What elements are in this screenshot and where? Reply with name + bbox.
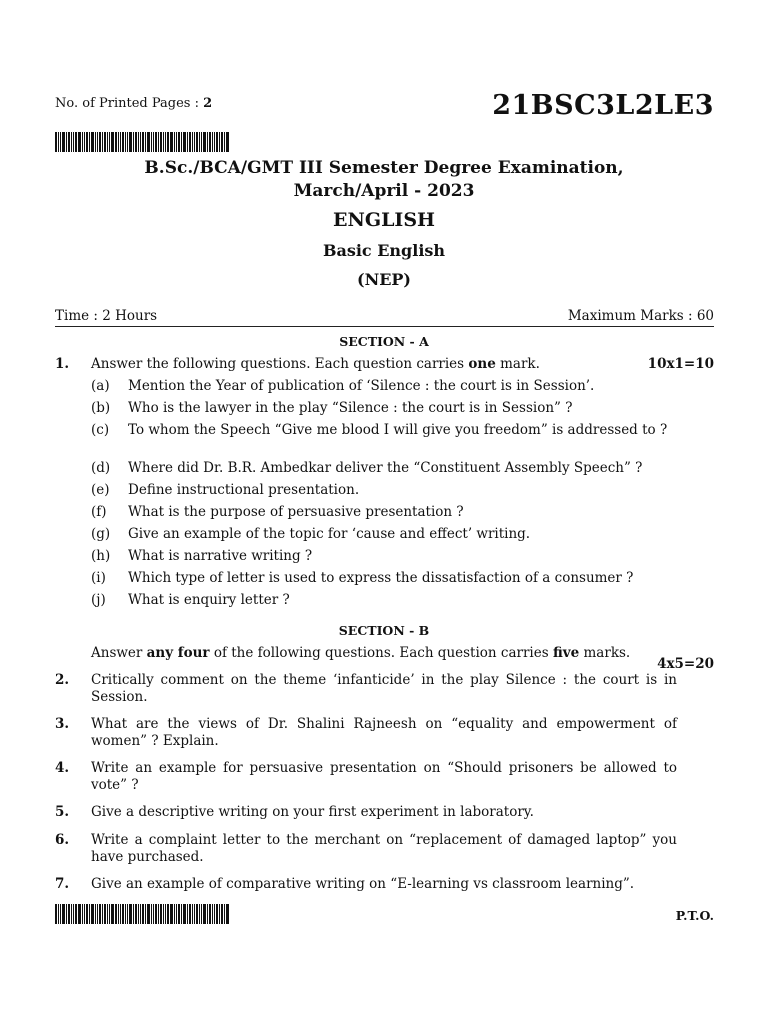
barcode-bar xyxy=(176,904,177,924)
barcode-bar xyxy=(196,904,198,924)
barcode-bar xyxy=(178,132,180,152)
barcode-bar xyxy=(104,904,106,924)
barcode-bar xyxy=(226,132,229,152)
section-b-heading: SECTION - B xyxy=(338,623,430,638)
question-text: Give an example of comparative writing on “E-learning vs classroom learning”. xyxy=(91,876,635,892)
section-b-instruction: Answer any four of the following questions. Each question carries five marks. xyxy=(91,645,631,661)
barcode-bar xyxy=(115,132,117,152)
barcode-bar xyxy=(125,132,126,152)
sub-question-text: What is enquiry letter ? xyxy=(128,592,290,608)
barcode-bar xyxy=(89,132,90,152)
barcode-bar xyxy=(95,132,96,152)
question-text: Critically comment on the theme ‘infanticide’ in the play Silence : the court is in Session. xyxy=(91,672,677,705)
question-text: Write an example for persuasive presentation on “Should prisoners be allowed to vote” ? xyxy=(91,760,677,793)
printed-pages-value: 2 xyxy=(203,96,213,111)
barcode-bar xyxy=(174,904,175,924)
paper-code: 21BSC3L2LE3 xyxy=(492,90,714,121)
sub-question-text: Where did Dr. B.R. Ambedkar deliver the “Constituent Assembly Speech” ? xyxy=(128,460,643,476)
barcode-bar xyxy=(142,904,144,924)
barcode-bar xyxy=(122,904,124,924)
barcode-bar xyxy=(75,904,77,924)
barcode-bar xyxy=(212,132,213,152)
barcode-bar xyxy=(127,132,128,152)
sub-question-letter: (j) xyxy=(91,592,106,608)
barcode-top xyxy=(55,132,233,152)
barcode-bar xyxy=(71,132,72,152)
barcode-bar xyxy=(224,904,225,924)
barcode-bar xyxy=(107,904,108,924)
barcode-bar xyxy=(91,132,94,152)
subject-title: ENGLISH xyxy=(333,209,435,231)
barcode-bar xyxy=(183,904,186,924)
time-allowed: Time : 2 Hours xyxy=(55,308,158,324)
barcode-bar xyxy=(97,132,98,152)
barcode-bar xyxy=(160,132,162,152)
barcode-bar xyxy=(178,904,180,924)
barcode-bar xyxy=(84,132,85,152)
barcode-bar xyxy=(66,904,67,924)
barcode-bar xyxy=(135,904,137,924)
barcode-bar xyxy=(212,904,213,924)
barcode-bar xyxy=(60,904,61,924)
barcode-bar xyxy=(209,132,211,152)
exam-title-line2: March/April - 2023 xyxy=(293,181,475,201)
barcode-bar xyxy=(192,132,193,152)
barcode-bar xyxy=(73,132,74,152)
section-a-marks: 10x1=10 xyxy=(647,356,714,372)
barcode-bar xyxy=(68,132,70,152)
sub-question-text: To whom the Speech “Give me blood I will give you freedom” is addressed to ? xyxy=(128,422,668,438)
barcode-bar xyxy=(155,904,157,924)
barcode-bar xyxy=(216,132,218,152)
barcode-bar xyxy=(203,132,206,152)
barcode-bar xyxy=(138,132,139,152)
barcode-bar xyxy=(158,132,159,152)
barcode-bar xyxy=(104,132,106,152)
maximum-marks: Maximum Marks : 60 xyxy=(567,308,714,324)
barcode-bar xyxy=(219,904,220,924)
barcode-bar xyxy=(97,904,98,924)
barcode-bar xyxy=(95,904,96,924)
barcode-bar xyxy=(160,904,162,924)
barcode-bar xyxy=(99,132,101,152)
barcode-bar xyxy=(133,132,134,152)
barcode-bar xyxy=(102,904,103,924)
sub-question-letter: (e) xyxy=(91,482,110,498)
barcode-bar xyxy=(221,904,223,924)
barcode-bar xyxy=(140,132,141,152)
barcode-bar xyxy=(62,132,65,152)
barcode-bar xyxy=(176,132,177,152)
paper-title: Basic English xyxy=(322,241,446,260)
barcode-bar xyxy=(55,904,57,924)
barcode-bar xyxy=(111,904,114,924)
exam-title xyxy=(0,157,768,203)
barcode-bar xyxy=(151,132,152,152)
barcode-bar xyxy=(78,904,81,924)
printed-pages xyxy=(55,96,212,111)
barcode-bar xyxy=(203,904,206,924)
section-b-marks: 4x5=20 xyxy=(657,656,714,672)
sub-question-text: Mention the Year of publication of ‘Silence : the court is in Session’. xyxy=(128,378,595,394)
barcode-bar xyxy=(89,904,90,924)
barcode-bar xyxy=(120,132,121,152)
barcode-bar xyxy=(71,904,72,924)
barcode-bar xyxy=(165,904,166,924)
barcode-bar xyxy=(196,132,198,152)
question-text: Write a complaint letter to the merchant on “replacement of damaged laptop” you have purchased. xyxy=(91,832,677,865)
sub-question-letter: (f) xyxy=(91,504,107,520)
question-number: 7. xyxy=(55,876,70,892)
barcode-bar xyxy=(214,132,215,152)
barcode-bar xyxy=(214,904,215,924)
question-number: 2. xyxy=(55,672,70,688)
barcode-bar xyxy=(147,904,150,924)
barcode-bar xyxy=(86,904,88,924)
barcode-bar xyxy=(187,904,188,924)
barcode-bar xyxy=(129,132,132,152)
question-text: What are the views of Dr. Shalini Rajneesh on “equality and empowerment of women” ? Explain. xyxy=(91,716,677,749)
barcode-bar xyxy=(75,132,77,152)
barcode-bar xyxy=(207,132,208,152)
barcode-bar xyxy=(133,904,134,924)
barcode-bar xyxy=(122,132,124,152)
barcode-bar xyxy=(163,132,164,152)
barcode-bar xyxy=(62,904,65,924)
barcode-bar xyxy=(127,904,128,924)
barcode-bar xyxy=(109,904,110,924)
sub-question-text: Who is the lawyer in the play “Silence : the court is in Session” ? xyxy=(128,400,573,416)
sub-question-text: Give an example of the topic for ‘cause and effect’ writing. xyxy=(128,526,531,542)
barcode-bar xyxy=(201,904,202,924)
question-text: Give a descriptive writing on your first experiment in laboratory. xyxy=(91,804,534,820)
barcode-bar xyxy=(201,132,202,152)
barcode-bar xyxy=(115,904,117,924)
barcode-bar xyxy=(66,132,67,152)
barcode-bar xyxy=(194,904,195,924)
barcode-bar xyxy=(107,132,108,152)
barcode-bar xyxy=(181,904,182,924)
barcode-bar xyxy=(73,904,74,924)
barcode-bar xyxy=(78,132,81,152)
barcode-bar xyxy=(99,904,101,924)
barcode-bar xyxy=(155,132,157,152)
barcode-bar xyxy=(170,132,173,152)
barcode-bar xyxy=(58,904,59,924)
barcode-bar xyxy=(221,132,223,152)
sub-question-text: What is narrative writing ? xyxy=(128,548,313,564)
question-number: 3. xyxy=(55,716,70,732)
barcode-bar xyxy=(145,132,146,152)
barcode-bar xyxy=(219,132,220,152)
header-divider xyxy=(55,326,714,327)
barcode-bar xyxy=(138,904,139,924)
barcode-bar xyxy=(142,132,144,152)
barcode-bar xyxy=(189,132,191,152)
barcode-bar xyxy=(167,132,169,152)
barcode-bar xyxy=(82,132,83,152)
barcode-bar xyxy=(118,132,119,152)
pto-label: P.T.O. xyxy=(675,908,714,923)
barcode-bar xyxy=(118,904,119,924)
barcode-bar xyxy=(153,904,154,924)
barcode-bar xyxy=(109,132,110,152)
barcode-bar xyxy=(216,904,218,924)
barcode-bar xyxy=(147,132,150,152)
barcode-bar xyxy=(226,904,229,924)
sub-question-letter: (d) xyxy=(91,460,111,476)
printed-pages-label: No. of Printed Pages : xyxy=(55,96,204,111)
barcode-bar xyxy=(167,904,169,924)
barcode-bar xyxy=(82,904,83,924)
sub-question-letter: (c) xyxy=(91,422,110,438)
scheme-title: (NEP) xyxy=(357,270,411,289)
barcode-bar xyxy=(165,132,166,152)
barcode-bar xyxy=(187,132,188,152)
barcode-bar xyxy=(199,904,200,924)
barcode-bar xyxy=(192,904,193,924)
barcode-bar xyxy=(102,132,103,152)
barcode-bar xyxy=(181,132,182,152)
sub-question-letter: (a) xyxy=(91,378,110,394)
barcode-bar xyxy=(183,132,186,152)
barcode-bar xyxy=(209,904,211,924)
sub-question-letter: (h) xyxy=(91,548,111,564)
question-number: 6. xyxy=(55,832,70,848)
barcode-bar xyxy=(170,904,173,924)
barcode-bar xyxy=(174,132,175,152)
sub-question-text: What is the purpose of persuasive presentation ? xyxy=(128,504,464,520)
barcode-bar xyxy=(224,132,225,152)
barcode-bar xyxy=(199,132,200,152)
barcode-bar xyxy=(55,132,57,152)
barcode-bar xyxy=(125,904,126,924)
barcode-bar xyxy=(111,132,114,152)
barcode-bar xyxy=(91,904,94,924)
exam-title-line1: B.Sc./BCA/GMT III Semester Degree Examination, xyxy=(144,158,624,178)
question-number: 1. xyxy=(55,356,70,372)
barcode-bar xyxy=(135,132,137,152)
section-a-instruction: Answer the following questions. Each question carries one mark. xyxy=(91,356,540,372)
barcode-bar xyxy=(60,132,61,152)
barcode-bar xyxy=(129,904,132,924)
sub-question-text: Which type of letter is used to express the dissatisfaction of a consumer ? xyxy=(128,570,634,586)
barcode-bar xyxy=(151,904,152,924)
sub-question-text: Define instructional presentation. xyxy=(128,482,360,498)
barcode-bottom xyxy=(55,904,233,924)
question-number: 4. xyxy=(55,760,70,776)
barcode-bar xyxy=(158,904,159,924)
barcode-bar xyxy=(163,904,164,924)
barcode-bar xyxy=(68,904,70,924)
barcode-bar xyxy=(153,132,154,152)
sub-question-letter: (b) xyxy=(91,400,111,416)
barcode-bar xyxy=(86,132,88,152)
sub-question-letter: (i) xyxy=(91,570,106,586)
barcode-bar xyxy=(120,904,121,924)
barcode-bar xyxy=(145,904,146,924)
barcode-bar xyxy=(140,904,141,924)
barcode-bar xyxy=(58,132,59,152)
barcode-bar xyxy=(189,904,191,924)
section-a-heading: SECTION - A xyxy=(339,334,429,349)
barcode-bar xyxy=(207,904,208,924)
sub-question-letter: (g) xyxy=(91,526,111,542)
barcode-bar xyxy=(194,132,195,152)
question-number: 5. xyxy=(55,804,70,820)
barcode-bar xyxy=(84,904,85,924)
